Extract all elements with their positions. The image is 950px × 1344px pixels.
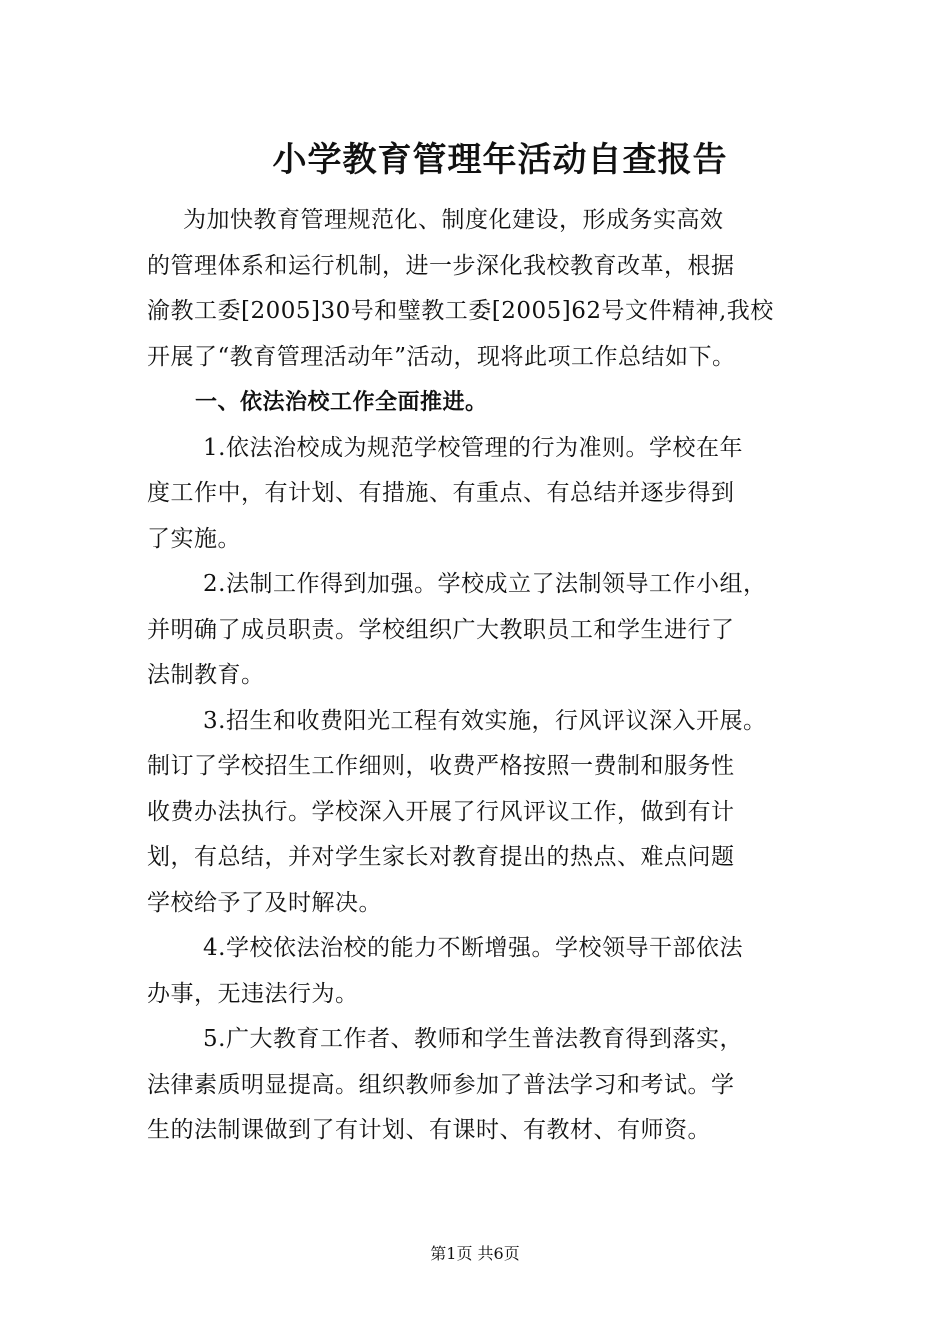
item-5-line-3: 生的法制课做到了有计划、有课时、有教材、有师资。 [147,1117,711,1143]
intro-line-2: 的管理体系和运行机制，进一步深化我校教育改革，根据 [147,252,735,279]
intro-line-3: 渝教工委[2005]30号和璧教工委[2005]62号文件精神,我校 [147,298,774,324]
item-3-line-4: 划，有总结，并对学生家长对教育提出的热点、难点问题 [147,844,735,870]
item-1-line-1: 1.依法治校成为规范学校管理的行为准则。学校在年 [203,434,743,461]
item-2-line-2: 并明确了成员职责。学校组织广大教职员工和学生进行了 [147,616,735,643]
item-3-line-2: 制订了学校招生工作细则，收费严格按照一费制和服务性 [147,753,735,779]
item-3-line-1: 3.招生和收费阳光工程有效实施，行风评议深入开展。 [203,707,767,734]
item-4-line-1: 4.学校依法治校的能力不断增强。学校领导干部依法 [203,935,743,961]
page-footer: 第1页 共6页 [430,1244,520,1263]
item-5-line-1: 5.广大教育工作者、教师和学生普法教育得到落实， [203,1026,743,1052]
item-2-line-3: 法制教育。 [147,662,265,688]
item-3-line-3: 收费办法执行。学校深入开展了行风评议工作，做到有计 [147,798,735,825]
intro-line-4: 开展了“教育管理活动年”活动，现将此项工作总结如下。 [147,343,736,370]
item-3-line-5: 学校给予了及时解决。 [147,889,382,916]
item-1-line-2: 度工作中，有计划、有措施、有重点、有总结并逐步得到 [147,480,735,506]
item-1-line-3: 了实施。 [147,525,241,552]
section-heading-1: 一、依法治校工作全面推进。 [195,390,488,415]
item-5-line-2: 法律素质明显提高。组织教师参加了普法学习和考试。学 [147,1071,735,1098]
item-4-line-2: 办事，无违法行为。 [147,980,359,1007]
document-body [147,198,827,1154]
intro-line-1: 为加快教育管理规范化、制度化建设，形成务实高效 [183,207,724,233]
item-2-line-1: 2.法制工作得到加强。学校成立了法制领导工作小组， [203,571,767,597]
document-title: 小学教育管理年活动自查报告 [272,140,728,180]
